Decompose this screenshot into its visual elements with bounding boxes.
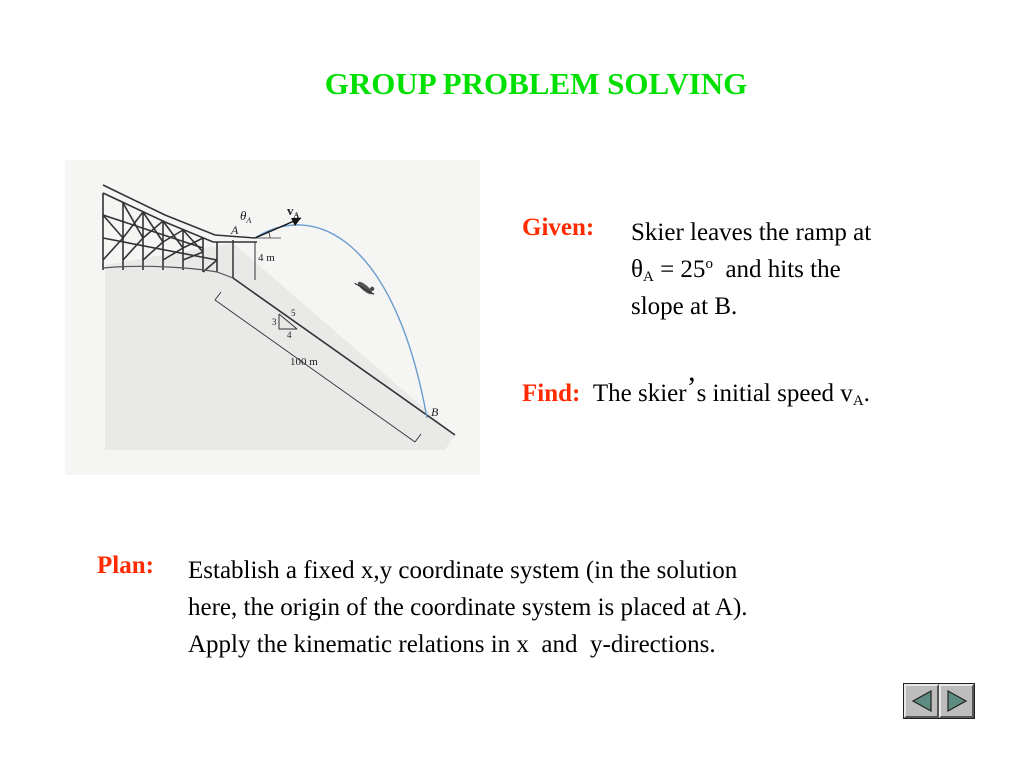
slide-navigation [903,683,975,719]
distance-label: 100 m [290,356,318,368]
given-line-1: Skier leaves the ramp at [631,219,872,246]
given-line-2: $\theta_A = 25^o$ and hits the [631,256,841,285]
triangle-right-icon [946,689,968,713]
ski-jump-figure [65,160,480,475]
given-text [631,214,971,325]
plan-line-3: Apply the kinematic relations in x and y-directions. [188,631,716,658]
slope-run-label: 4 [287,330,292,340]
slope-hyp-label: 5 [291,308,296,318]
triangle-left-icon [911,689,933,713]
plan-label: Plan: [97,552,154,579]
previous-slide-button[interactable] [904,684,939,718]
height-label: 4 m [258,252,275,264]
theta-label: $\theta_A$ [240,208,252,225]
point-b-label: B [431,405,439,419]
next-slide-button[interactable] [939,684,974,718]
given-line-3: slope at B. [631,293,738,320]
plan-line-2: here, the origin of the coordinate system is placed at A). [188,594,748,621]
ski-jump-diagram [65,160,480,475]
plan-line-1: Establish a fixed x,y coordinate system (in the solution [188,557,738,584]
find-label: Find: [522,380,581,407]
slide-title: GROUP PROBLEM SOLVING [324,66,748,101]
velocity-label: $v_A$ [287,203,300,220]
skier-icon [355,276,378,297]
point-a-label: A [231,223,239,237]
slope-rise-label: 3 [272,317,277,327]
given-label: Given: [522,214,595,241]
plan-text [188,552,928,663]
find-statement: Find: The skier’s initial speed $v_A$. [522,371,870,409]
